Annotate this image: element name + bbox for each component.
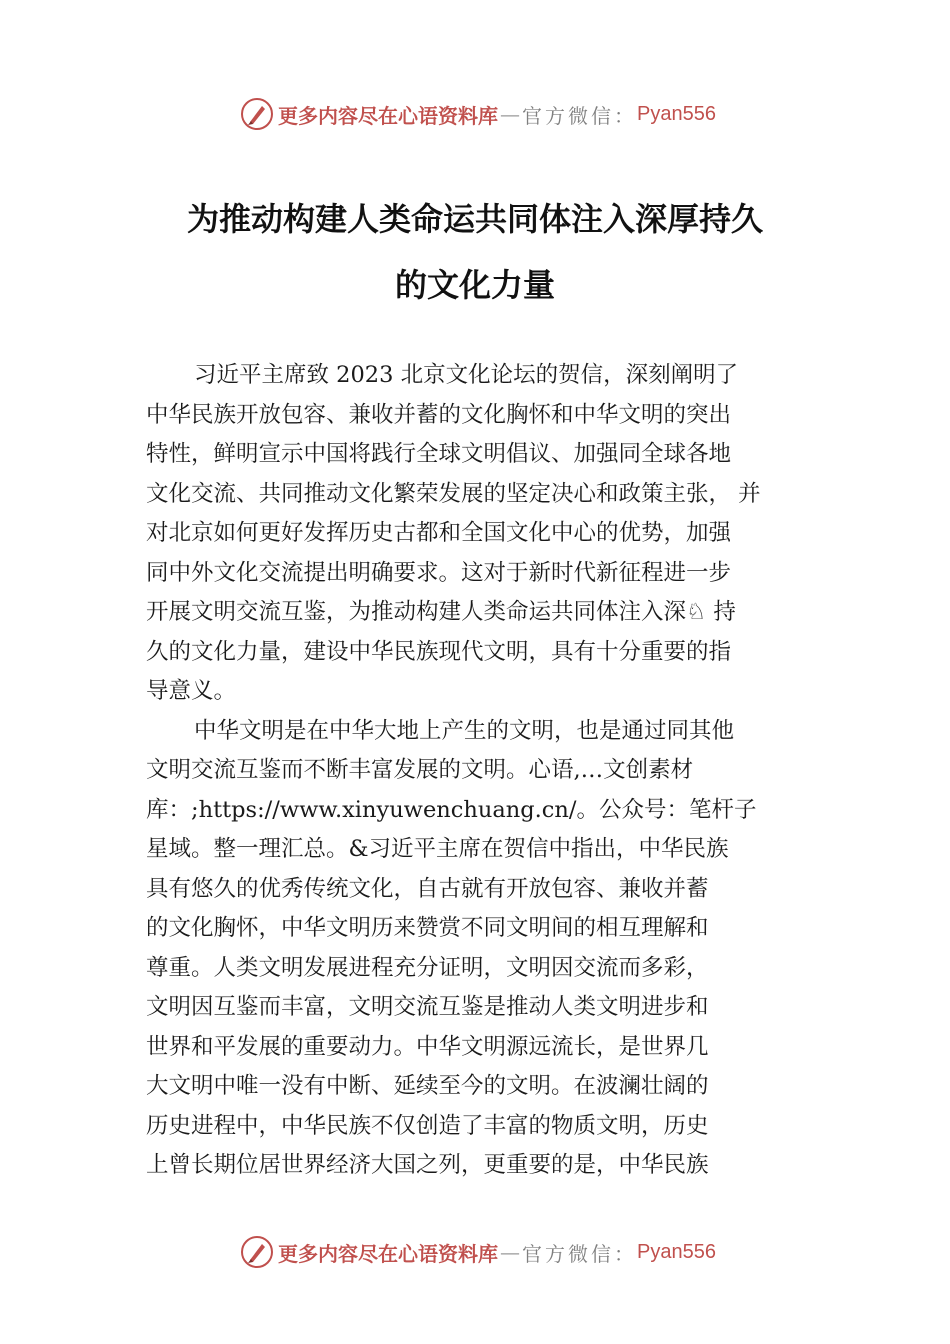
- paragraph-2: [146, 712, 816, 1186]
- text-line: 中华民族开放包容、兼收并蓄的文化胸怀和中华文明的突出: [146, 401, 732, 428]
- banner-official-label: 官方微信：: [522, 103, 637, 128]
- text-line: 文明因互鉴而丰富，文明交流互鉴是推动人类文明进步和: [146, 994, 709, 1020]
- pen-logo-icon: [240, 1235, 274, 1269]
- title-line-1: 为推动构建人类命运共同体注入深厚持久: [186, 200, 763, 238]
- paragraph-1: [146, 356, 816, 712]
- document-body: [146, 356, 816, 1186]
- page-title: [100, 186, 850, 318]
- text-line: 同中外文化交流提出明确要求。这对于新时代新征程进一步: [146, 559, 732, 586]
- text-line: 具有悠久的优秀传统文化，自古就有开放包容、兼收并蓄: [146, 875, 709, 902]
- text-line: 特性，鲜明宣示中国将践行全球文明倡议、加强同全球各地: [146, 441, 732, 467]
- header-banner: [240, 94, 760, 134]
- banner-dash: —: [500, 1240, 520, 1264]
- banner-wechat-id: Pyan556: [637, 102, 716, 125]
- footer-banner: [240, 1232, 760, 1272]
- text-line: 的文化胸怀，中华文明历来赞赏不同文明间的相互理解和: [146, 915, 709, 941]
- banner-wechat-id: Pyan556: [637, 1240, 716, 1263]
- banner-official-label: 官方微信：: [522, 1241, 637, 1266]
- text-line: 文明交流互鉴而不断丰富发展的文明。心语,…文创素材: [146, 757, 694, 783]
- text-line: 文化交流、共同推动文化繁荣发展的坚定决心和政策主张， 并: [146, 480, 761, 507]
- title-line-2: 的文化力量: [394, 266, 555, 304]
- text-line: 对北京如何更好发挥历史古都和全国文化中心的优势，加强: [146, 520, 732, 546]
- text-line: 历史进程中，中华民族不仅创造了丰富的物质文明，历史: [146, 1112, 709, 1139]
- text-line: 上曾长期位居世界经济大国之列，更重要的是，中华民族: [146, 1152, 709, 1178]
- text-line: 开展文明交流互鉴，为推动构建人类命运共同体注入深♘ 持: [146, 599, 736, 625]
- text-line: 库：;https://www.xinyuwenchuang.cn/。公众号：笔杆子: [146, 796, 757, 823]
- banner-dash: —: [500, 102, 520, 126]
- text-line: 久的文化力量，建设中华民族现代文明，具有十分重要的指: [146, 638, 732, 665]
- banner-brand: 更多内容尽在心语资料库: [278, 103, 498, 128]
- text-line: 中华文明是在中华大地上产生的文明，也是通过同其他: [194, 717, 735, 744]
- text-line: 尊重。人类文明发展进程充分证明，文明因交流而多彩，: [146, 954, 709, 981]
- text-line: 星域。整一理汇总。&习近平主席在贺信中指出，中华民族: [146, 836, 729, 862]
- pen-logo-icon: [240, 97, 274, 131]
- text-line: 世界和平发展的重要动力。中华文明源远流长，是世界几: [146, 1033, 709, 1060]
- text-line: 导意义。: [146, 678, 237, 704]
- text-line: 习近平主席致 2023 北京文化论坛的贺信，深刻阐明了: [194, 362, 739, 388]
- banner-brand: 更多内容尽在心语资料库: [278, 1241, 498, 1266]
- text-line: 大文明中唯一没有中断、延续至今的文明。在波澜壮阔的: [146, 1073, 709, 1099]
